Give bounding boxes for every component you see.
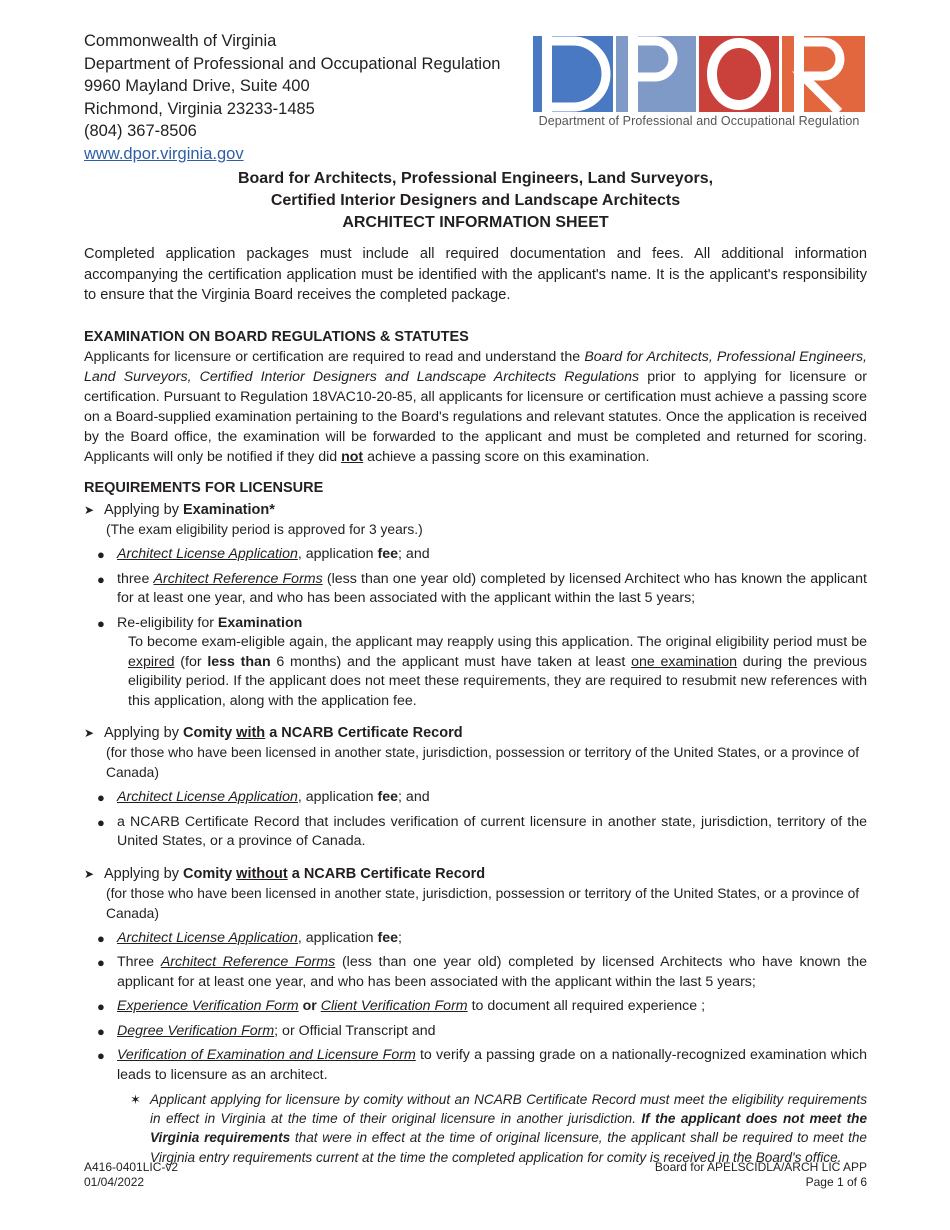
agency-address — [84, 30, 500, 165]
list-item — [84, 929, 867, 949]
bullet-icon: ● — [97, 955, 105, 970]
method-label: Examination* — [183, 502, 275, 518]
bullet-icon: ● — [97, 999, 105, 1014]
address-line: Commonwealth of Virginia — [84, 32, 277, 50]
text-run: To become exam-eligible again, the applicant may reapply using this application. The original eligibility period must be — [128, 634, 867, 650]
list-item — [84, 953, 867, 992]
form-link[interactable]: Architect License Application — [117, 929, 298, 946]
reeligibility-paragraph — [84, 633, 867, 711]
website-link[interactable]: www.dpor.virginia.gov — [84, 144, 244, 163]
form-link[interactable]: Client Verification Form — [320, 998, 468, 1014]
intro-paragraph: Completed application packages must include all required documentation and fees. All additional information accompanying the certification application must be identified with the applicant's name. It is the applicant's responsibility to ensure that the Virginia Board receives the completed package. — [84, 246, 867, 303]
list-item — [84, 997, 867, 1017]
form-link[interactable]: Architect License Application — [117, 789, 298, 805]
text-run: Three — [117, 954, 161, 970]
text-run: , application — [297, 546, 378, 562]
requirements-section — [84, 478, 867, 1167]
regulations-title: Board for Architects, Professional Engineers, Land Surveyors, Certified Interior Designers and Landscape Architects Regulations — [84, 349, 867, 385]
arrow-bullet-icon: ➤ — [84, 503, 95, 517]
dpor-logo — [533, 36, 865, 128]
method-comity-without — [84, 864, 867, 884]
page-number: Page 1 of 6 — [805, 1175, 867, 1189]
document-page — [84, 0, 867, 1230]
text-run: Applicant applying for licensure by comity without an NCARB Certificate Record must meet the eligibility requirements in effect in Virginia at the time of their original licensure in another jurisdiction. — [150, 1092, 867, 1127]
text-run: a NCARB Certificate Record — [287, 865, 486, 882]
exam-paragraph — [84, 347, 867, 467]
text-run: that were in effect at the time of original licensure, the applicant shall be required to meet the Virginia entry requirements current at the time the completed application for comity is received in the Board's office. — [150, 1130, 867, 1165]
arrow-bullet-icon: ➤ — [84, 726, 95, 740]
text-run: ; or Official Transcript and — [274, 1022, 436, 1039]
arrow-bullet-icon: ➤ — [84, 866, 95, 881]
text-run: a NCARB Certificate Record — [265, 725, 463, 741]
method-comity-with — [84, 723, 867, 743]
method-note: (The exam eligibility period is approved for 3 years.) — [106, 522, 423, 537]
bullet-icon: ● — [97, 615, 105, 631]
comity-footnote — [84, 1090, 867, 1167]
sheet-title: ARCHITECT INFORMATION SHEET — [342, 214, 609, 231]
section-heading: REQUIREMENTS FOR LICENSURE — [84, 480, 324, 496]
form-link[interactable]: Degree Verification Form — [117, 1022, 275, 1039]
asterisk-icon: ✶ — [130, 1092, 141, 1107]
text-run: (for — [174, 653, 208, 670]
list-item — [84, 788, 867, 808]
text-run: without — [236, 865, 288, 882]
list-item — [84, 1046, 867, 1085]
text-run: fee — [377, 789, 399, 805]
bullet-icon: ● — [97, 790, 105, 805]
text-run: fee — [377, 546, 399, 562]
method-note: (for those who have been licensed in another state, jurisdiction, possession or territory of the United States, or a province of Canada) — [106, 885, 860, 921]
text-run: three — [117, 570, 154, 587]
text-run: Applying by — [104, 502, 183, 518]
bullet-icon: ● — [97, 930, 105, 946]
logo-caption: Department of Professional and Occupational Regulation — [538, 114, 860, 128]
document-title — [84, 168, 867, 234]
text-run: , application — [297, 929, 378, 946]
text-run: with — [236, 725, 266, 741]
address-line: 9960 Mayland Drive, Suite 400 — [84, 77, 310, 95]
text-run: a NCARB Certificate Record that includes verification of current licensure in another state, jurisdiction, territory of the United States, or a province of Canada. — [117, 813, 867, 849]
text-run: 6 months) and the applicant must have taken at least — [270, 653, 632, 670]
exam-section — [84, 327, 867, 467]
list-item — [84, 570, 867, 609]
text-run: or — [298, 998, 321, 1014]
text-run: ; and — [398, 789, 430, 805]
form-link[interactable]: Verification of Examination and Licensure Form — [117, 1047, 416, 1063]
phone-number: (804) 367-8506 — [84, 122, 197, 140]
form-date: 01/04/2022 — [84, 1175, 145, 1189]
text-run: Comity — [183, 865, 237, 882]
text-run: Applying by — [104, 865, 183, 882]
dpor-logo-graphic — [533, 36, 865, 112]
text-run: (less than one year old) completed by licensed Architects who have known the applicant for at least one year, and who has been associated with the applicant within the last 5 years; — [117, 954, 867, 990]
footer-board: Board for APELSCIDLA/ARCH LIC APP — [654, 1160, 867, 1174]
title-line: Certified Interior Designers and Landscape Architects — [270, 192, 681, 209]
text-run: one examination — [631, 653, 737, 670]
text-run: ; — [398, 929, 402, 946]
list-item — [84, 1022, 867, 1042]
form-link[interactable]: Architect Reference Forms — [160, 954, 336, 970]
text-run: less than — [207, 653, 271, 670]
text-run: during the previous eligibility period. If the applicant does not meet these requirements, they are required to resubmit new references with this application, along with the application fee. — [128, 653, 867, 709]
list-item — [84, 813, 867, 852]
form-code: A416-0401LIC-v2 — [84, 1160, 179, 1174]
text-run: Examination — [217, 614, 303, 631]
text-run: expired — [128, 653, 175, 670]
list-item — [84, 614, 867, 634]
text-run: fee — [377, 929, 399, 946]
text-run: ; and — [398, 546, 430, 562]
form-link[interactable]: Architect License Application — [117, 546, 298, 562]
form-link[interactable]: Architect Reference Forms — [153, 570, 323, 587]
text-run: prior to applying for licensure or certification. Pursuant to Regulation 18VAC10-20-85, all applicants for licensure or certification must achieve a passing score on a Board-supplied examination pertaining to the Board's regulations and relevant statutes. Once the application is received by the Board office, the examination will be forwarded to the applicant and must be completed and returned for scoring. Applicants will only be notified if they did — [84, 369, 867, 465]
method-note: (for those who have been licensed in another state, jurisdiction, possession or territory of the United States, or a province of Canada) — [106, 745, 860, 780]
text-run: achieve a passing score on this examination. — [363, 449, 650, 465]
text-run: , application — [297, 789, 378, 805]
address-line: Department of Professional and Occupational Regulation — [84, 54, 501, 73]
bullet-icon: ● — [97, 1048, 105, 1063]
bullet-icon: ● — [97, 1023, 105, 1039]
text-run: to verify a passing grade on a nationally-recognized examination which leads to licensure as an architect. — [117, 1047, 867, 1083]
title-line: Board for Architects, Professional Engineers, Land Surveyors, — [237, 170, 714, 187]
text-run: Applying by — [104, 725, 183, 741]
bullet-icon: ● — [97, 814, 105, 830]
emphasis-not: not — [341, 449, 364, 465]
address-line: Richmond, Virginia 23233-1485 — [84, 99, 315, 118]
text-run: Applicants for licensure or certification are required to read and understand the — [84, 349, 585, 365]
section-heading: EXAMINATION ON BOARD REGULATIONS & STATUTES — [84, 329, 469, 345]
list-item — [84, 545, 867, 565]
method-examination — [84, 500, 867, 520]
text-run: Re-eligibility for — [117, 614, 218, 631]
text-run: If the applicant does not meet the Virginia requirements — [150, 1111, 868, 1146]
text-run: (less than one year old) completed by licensed Architect who has known the applicant for at least one year, and who has been associated with the applicant within the last 5 years; — [117, 570, 867, 606]
bullet-icon: ● — [97, 547, 105, 562]
bullet-icon: ● — [97, 571, 105, 587]
form-link[interactable]: Experience Verification Form — [117, 998, 299, 1014]
text-run: Comity — [183, 725, 237, 741]
text-run: to document all required experience ; — [467, 998, 706, 1014]
